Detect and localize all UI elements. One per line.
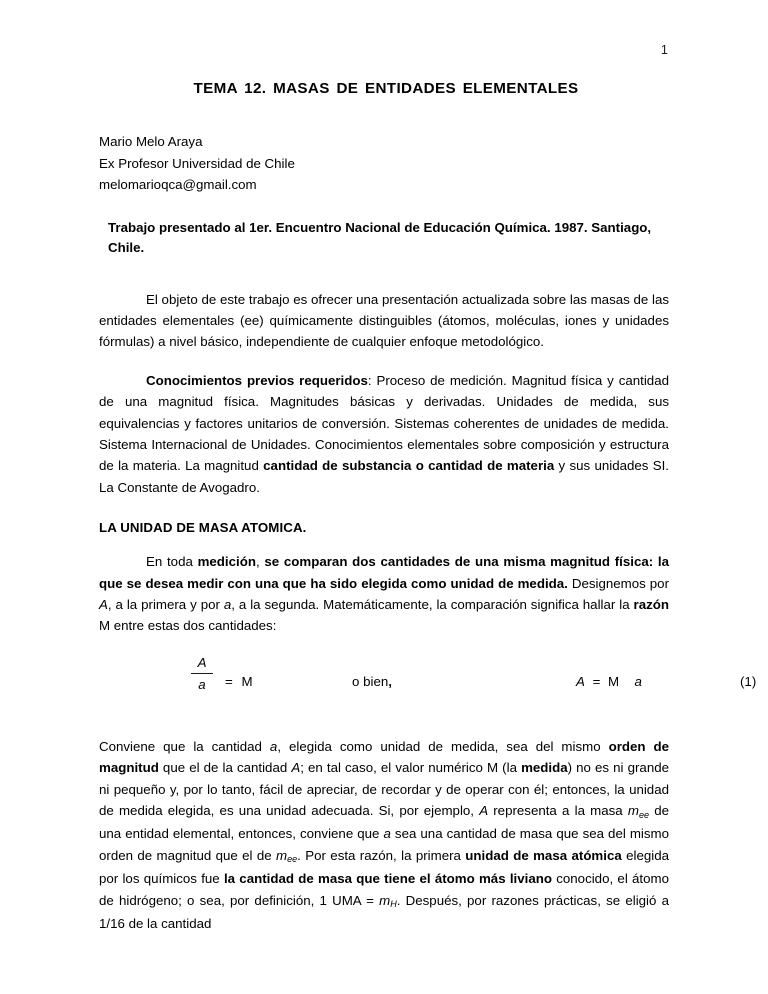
document-content bbox=[99, 80, 757, 951]
fraction-denominator: a bbox=[198, 676, 206, 692]
subscript-ee-1: ee bbox=[638, 809, 649, 820]
measurement-b1: medición bbox=[197, 554, 256, 570]
o-bien-comma: , bbox=[388, 673, 392, 689]
final-t6: representa a la masa bbox=[488, 803, 628, 818]
author-email: melomarioqca@gmail.com bbox=[99, 177, 257, 192]
o-bien-text: o bien bbox=[352, 673, 389, 689]
variable-a-lower-f5: a bbox=[383, 826, 391, 842]
presentation-note: Trabajo presentado al 1er. Encuentro Nacional de Educación Química. 1987. Santiago, Chile. bbox=[108, 219, 652, 255]
final-t1: Conviene que la cantidad bbox=[99, 738, 270, 754]
author-name: Mario Melo Araya bbox=[99, 134, 203, 149]
measurement-b3: razón bbox=[633, 596, 669, 612]
variable-m-ee-1 bbox=[628, 803, 649, 818]
variable-a-upper-f2: A bbox=[291, 760, 301, 776]
measurement-t4: , a la primera y por bbox=[107, 596, 224, 612]
prior-knowledge-text-after: y sus unidades SI. La Constante de Avogadro. bbox=[99, 458, 669, 495]
variable-m-h bbox=[379, 893, 397, 908]
final-b1: orden de magnitud bbox=[99, 738, 670, 776]
page-number: 1 bbox=[660, 43, 668, 57]
page-title: TEMA 12. MASAS DE ENTIDADES ELEMENTALES bbox=[193, 80, 579, 97]
equation-right-side bbox=[576, 674, 642, 689]
variable-m-1: m bbox=[627, 803, 639, 818]
final-t2: , elegida como unidad de medida, sea del mismo bbox=[277, 738, 609, 754]
variable-a-upper-1: A bbox=[99, 596, 108, 612]
measurement-t3: Designemos por bbox=[567, 575, 670, 591]
author-block bbox=[99, 131, 669, 196]
final-b2: medida bbox=[521, 760, 568, 776]
equation-1 bbox=[99, 654, 757, 726]
paragraph-objective-text: El objeto de este trabajo es ofrecer una presentación actualizada sobre las masas de las entidades elementales (ee) químicamente distinguibles (átomos, moléculas, iones y unidades fórmulas) a nivel básico, independiente de cualquier enfoque metodológico. bbox=[99, 291, 669, 350]
paragraph-final bbox=[99, 736, 669, 935]
prior-knowledge-text: : Proceso de medición. Magnitud física y cantidad de una magnitud física. Magnitudes básicas y derivadas. Unidades de medida, sus equivalencias y factores unitarios de conversión. Sistemas coherentes de unidades de medida. Sistema Internacional de Unidades. Conocimientos elementales sobre composición y estructura de la materia. La magnitud bbox=[99, 372, 669, 474]
measurement-b2: se comparan dos cantidades de una misma magnitud física: la que se desea medir con una que ha sido elegida como unidad de medida. bbox=[99, 554, 669, 591]
variable-m-ee-2 bbox=[276, 848, 297, 863]
measurement-t1: En toda bbox=[146, 554, 198, 570]
subscript-h: H bbox=[390, 899, 397, 910]
variable-a-lower-1: a bbox=[223, 596, 232, 612]
measurement-t2: , bbox=[255, 554, 265, 570]
final-b4: la cantidad de masa que tiene el átomo más liviano bbox=[223, 871, 552, 887]
equation-o-bien bbox=[352, 674, 392, 689]
fraction-numerator: A bbox=[197, 654, 207, 670]
measurement-t6: M entre estas dos cantidades: bbox=[99, 618, 277, 634]
final-t11: conocido, el átomo de hidrógeno; o sea, por definición, 1 UMA = bbox=[99, 871, 669, 908]
final-t5: ) no es ni grande ni pequeño y, por lo tanto, fácil de apreciar, de recordar y de operar con él; entonces, la unidad de medida elegida, es una unidad adecuada. Si, por ejemplo, bbox=[99, 760, 669, 818]
variable-a-upper-f3: A bbox=[479, 803, 489, 818]
subscript-ee-2: ee bbox=[287, 854, 298, 865]
author-affiliation: Ex Profesor Universidad de Chile bbox=[99, 155, 295, 171]
variable-m-3: m bbox=[379, 892, 391, 908]
paragraph-objective bbox=[99, 289, 669, 353]
final-t4: ; en tal caso, el valor numérico M (la bbox=[300, 760, 522, 776]
section-heading: LA UNIDAD DE MASA ATOMICA. bbox=[99, 520, 307, 536]
final-t8: sea una cantidad de masa que sea del mismo orden de magnitud que el de bbox=[99, 826, 669, 863]
final-t7: de una entidad elemental, entonces, conviene que bbox=[99, 803, 669, 842]
fraction-a-over-a bbox=[191, 654, 213, 693]
prior-knowledge-bold-term: cantidad de substancia o cantidad de materia bbox=[263, 458, 555, 474]
final-t3: que el de la cantidad bbox=[158, 760, 292, 776]
variable-m-2: m bbox=[276, 847, 288, 863]
paragraph-measurement bbox=[99, 551, 669, 637]
fraction-bar bbox=[191, 673, 213, 674]
variable-a-lower-f1: a bbox=[269, 738, 278, 754]
prior-knowledge-lead: Conocimientos previos requeridos bbox=[146, 372, 368, 388]
equation-right-eq-sign: = M bbox=[592, 673, 627, 689]
paragraph-prior-knowledge bbox=[99, 370, 669, 498]
final-t9: . Por esta razón, la primera bbox=[297, 847, 466, 863]
final-t10: elegida por los químicos fue bbox=[99, 847, 670, 887]
equation-equals-m: = M bbox=[225, 673, 253, 689]
variable-a-upper-eq: A bbox=[576, 673, 585, 689]
measurement-t5: , a la segunda. Matemáticamente, la comparación significa hallar la bbox=[231, 596, 634, 612]
final-b3: unidad de masa atómica bbox=[465, 847, 622, 863]
final-t12: . Después, por razones prácticas, se eligió a 1/16 de la cantidad bbox=[99, 892, 670, 932]
variable-a-lower-eq: a bbox=[634, 673, 642, 689]
equation-number: (1) bbox=[740, 673, 757, 689]
